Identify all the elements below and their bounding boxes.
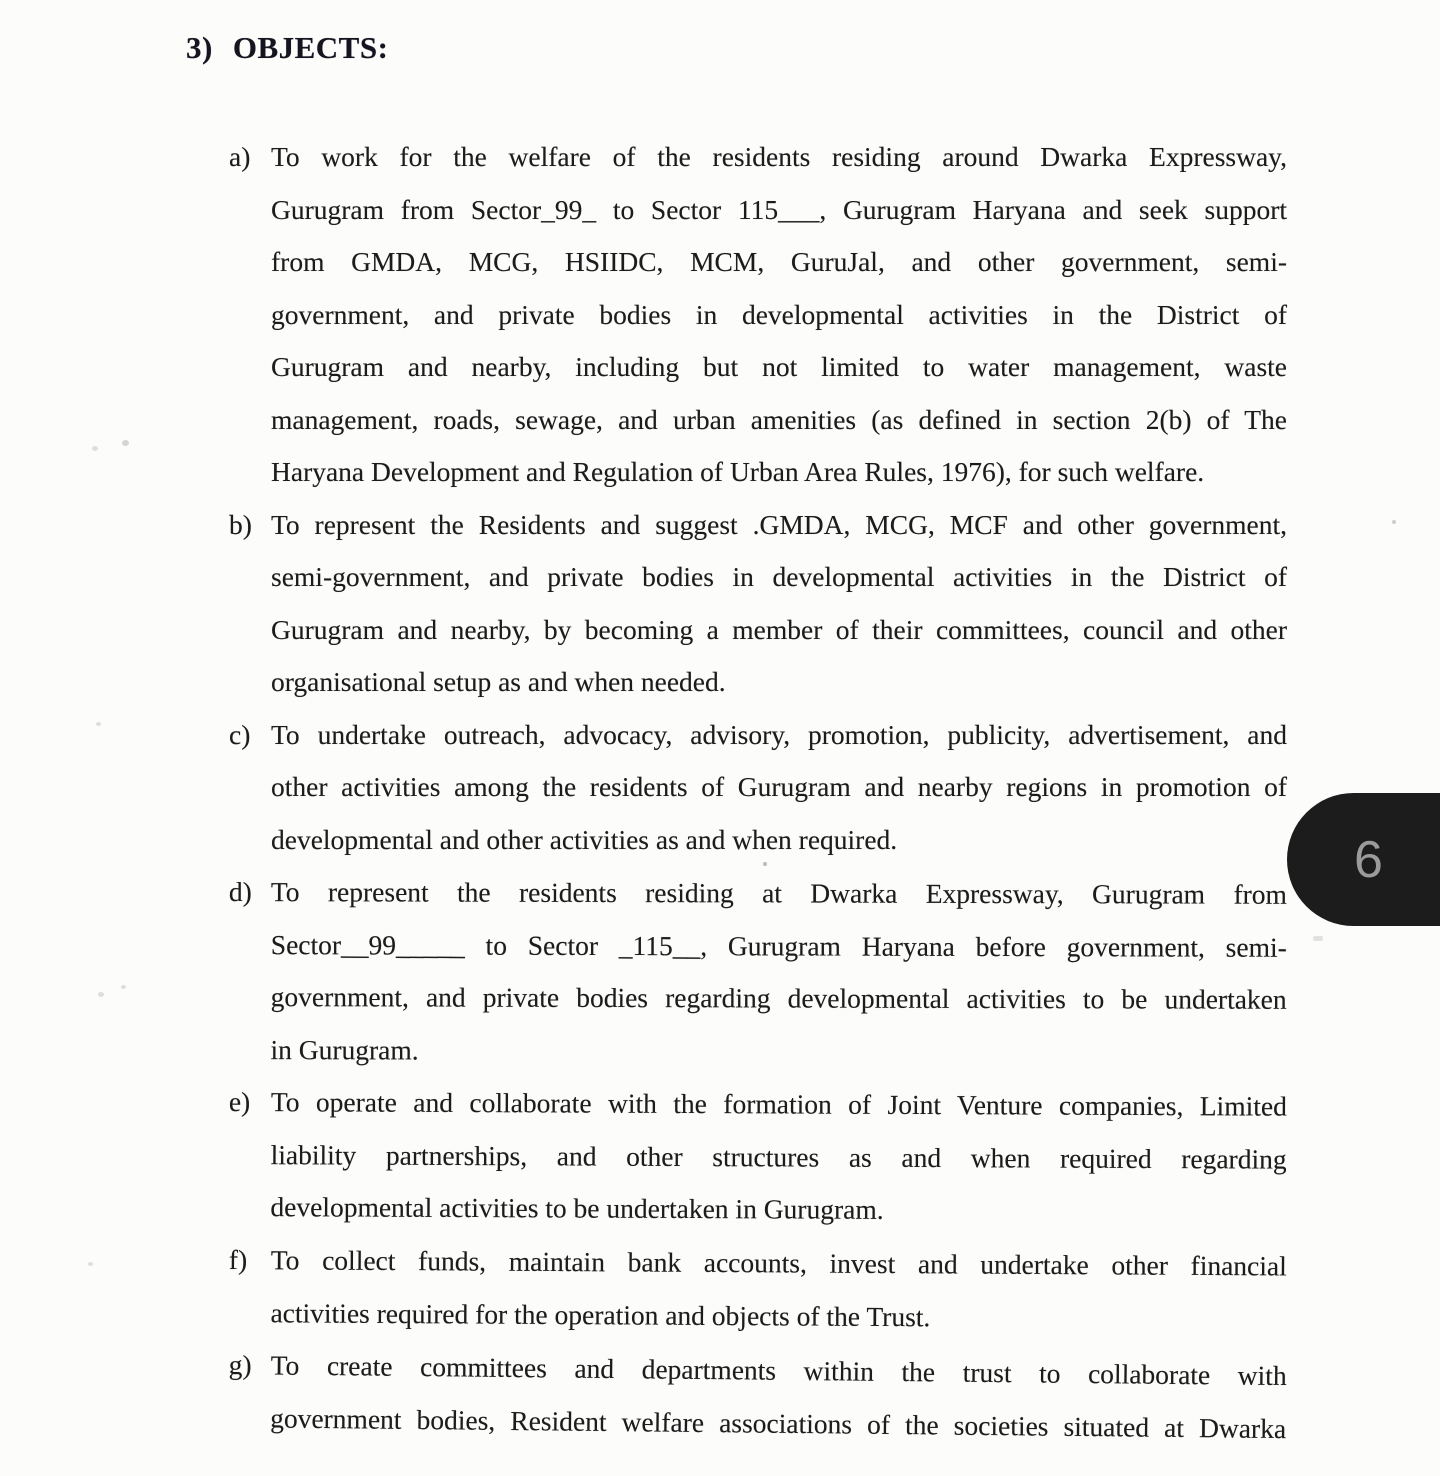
object-item-label: a)	[229, 141, 251, 172]
object-item-text	[270, 1339, 1287, 1455]
scan-artifact	[122, 440, 129, 446]
text-line: To collect funds, maintain bank accounts, invest and undertake other financial	[270, 1243, 1287, 1281]
object-item-label: d)	[228, 875, 252, 908]
text-line: Gurugram from Sector_99_ to Sector 115___, Gurugram Haryana and seek support	[271, 193, 1287, 225]
object-item-label: e)	[228, 1085, 251, 1118]
text-line: To operate and collaborate with the formation of Joint Venture companies, Limited	[270, 1086, 1287, 1122]
page-number-tab	[1287, 793, 1440, 926]
text-line: To create committees and departments within the trust to collaborate with	[270, 1348, 1287, 1391]
object-item-text	[271, 709, 1287, 867]
text-line: activities required for the operation and objects of the Trust.	[270, 1296, 931, 1332]
text-line: government bodies, Resident welfare associations of the societies situated at Dwarka	[270, 1401, 1287, 1444]
text-line: management, roads, sewage, and urban amenities (as defined in section 2(b) of The	[271, 403, 1287, 435]
object-item-text	[271, 499, 1287, 709]
object-item-text	[270, 1076, 1287, 1238]
text-line: from GMDA, MCG, HSIIDC, MCM, GuruJal, and other government, semi-	[271, 246, 1287, 277]
object-item-label: g)	[228, 1348, 252, 1380]
scan-artifact	[92, 446, 98, 451]
page-number: 6	[1354, 830, 1383, 889]
object-item-text	[270, 866, 1287, 1079]
scan-artifact	[1392, 520, 1396, 524]
scan-artifact	[98, 992, 104, 997]
text-line: Haryana Development and Regulation of Urban Area Rules, 1976), for such welfare.	[271, 456, 1205, 487]
text-line: government, and private bodies regarding developmental activities to be undertaken	[270, 981, 1287, 1015]
object-item-b	[229, 499, 1287, 709]
text-line: organisational setup as and when needed.	[271, 666, 726, 697]
text-line: To represent the residents residing at Dwarka Expressway, Gurugram from	[270, 876, 1287, 910]
text-line: To work for the welfare of the residents residing around Dwarka Expressway,	[271, 141, 1287, 172]
text-line: in Gurugram.	[270, 1033, 419, 1065]
text-line: other activities among the residents of Gurugram and nearby regions in promotion of	[271, 771, 1287, 802]
text-line: liability partnerships, and other structures as and when required regarding	[270, 1138, 1287, 1175]
text-line: Gurugram and nearby, including but not limited to water management, waste	[271, 351, 1287, 382]
objects-list	[229, 131, 1287, 1444]
section-number: 3)	[186, 30, 213, 65]
text-line: government, and private bodies in developmental activities in the District of	[271, 298, 1287, 330]
object-item-f	[228, 1234, 1287, 1345]
object-item-d	[228, 866, 1287, 1079]
scan-artifact	[121, 985, 126, 989]
text-line: To undertake outreach, advocacy, advisory, promotion, publicity, advertisement, and	[271, 718, 1287, 750]
text-line: developmental activities to be undertaken in Gurugram.	[270, 1191, 884, 1225]
text-line: Gurugram and nearby, by becoming a member of their committees, council and other	[271, 613, 1287, 645]
object-item-label: b)	[229, 508, 252, 540]
text-line: To represent the Residents and suggest .GMDA, MCG, MCF and other government,	[271, 508, 1287, 540]
object-item-label: c)	[229, 718, 251, 750]
object-item-c	[229, 709, 1287, 867]
object-item-a	[229, 131, 1287, 499]
scan-artifact	[763, 862, 767, 866]
scan-artifact	[1313, 936, 1323, 941]
object-item-label: f)	[228, 1243, 248, 1275]
section-title: OBJECTS:	[232, 30, 389, 65]
object-item-text	[271, 131, 1287, 499]
scan-artifact	[96, 722, 101, 726]
text-line: semi-government, and private bodies in developmental activities in the District of	[271, 561, 1287, 592]
object-item-e	[228, 1076, 1287, 1238]
object-item-g	[228, 1339, 1287, 1455]
scan-artifact	[88, 1262, 93, 1266]
object-item-text	[270, 1234, 1287, 1345]
section-heading	[186, 30, 388, 66]
text-line: Sector__99_____ to Sector _115__, Gurugram Haryana before government, semi-	[270, 928, 1287, 963]
text-line: developmental and other activities as and when required.	[271, 823, 898, 855]
